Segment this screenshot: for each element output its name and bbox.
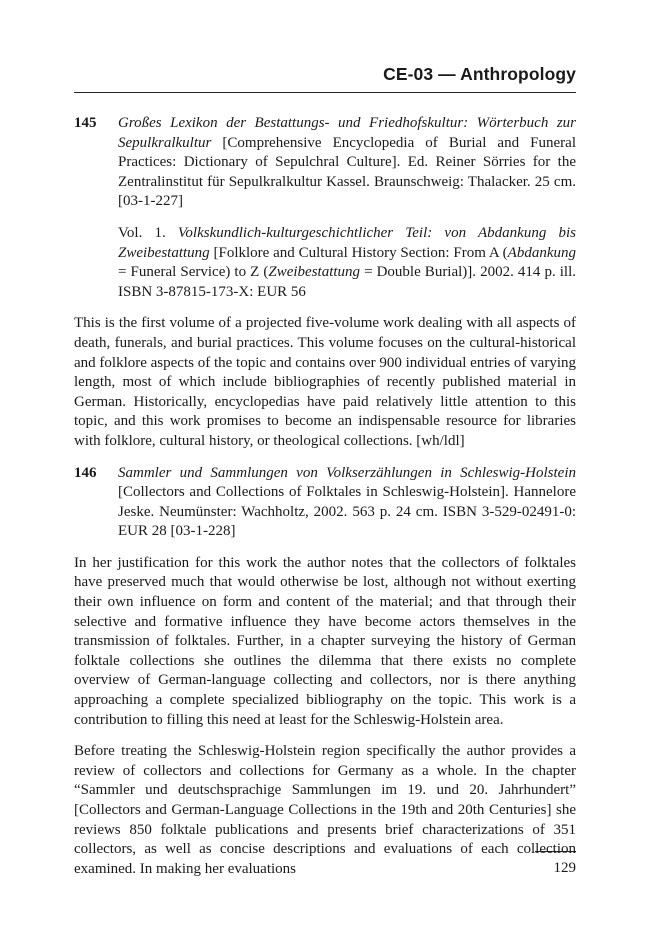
review-145: This is the first volume of a projected five-volume work dealing with all aspects of death, funerals, and burial practices. This volume focuses on the cultural-historical and folklore aspects of the topic and contains over 900 individual entries of varying length, most of which include bibliographies of recently published material in German. Historically, encyclopedias have paid relatively little attention to this topic, and this work promises to become an indispensable resource for libraries with folklore, cultural history, or theological collections. [wh/ldl] — [74, 315, 576, 449]
entry-145 — [74, 114, 576, 302]
volume-citation: Vol. 1. Volkskundlich-kulturgeschichtlicher Teil: von Abdankung bis Zweibestattung [Folklore and Cultural History Section: From A (Abdankung = Funeral Service) to Z (Zweibestattung = Double Burial)]. 2002. 414 p. ill. ISBN 3-87815-173-X: EUR 56 — [118, 224, 577, 300]
header-rule — [74, 92, 576, 93]
entry-title: Sammler und Sammlungen von Volkserzählungen in Schleswig-Holstein — [118, 464, 576, 481]
review-146-paragraph-2: Before treating the Schleswig-Holstein region specifically the author provides a review of collectors and collections for Germany as a whole. In the chapter “Sammler und deutschsprachige Sammlungen im 19. und 20. Jahrhundert” [Collectors and German-Language Collections in the 19th and 20th Centuries] she reviews 850 folktale publications and presents brief characterizations of 351 collectors, as well as concise descriptions and evaluations of each collection examined. In making her evaluations — [74, 743, 576, 877]
entry-number: 146 — [74, 464, 97, 481]
entry-citation — [118, 114, 576, 212]
review-146-paragraph-1: In her justification for this work the author notes that the collectors of folktales have preserved much that would otherwise be lost, although not without exerting their own influence on form and content of the material; and that through their selective and formative influence they have become actors themselves in the transmission of folktales. Further, in a chapter surveying the history of German folktale collections she outlines the dilemma that there exists no complete overview of German-language collecting and collectors, nor is there anything approaching a complete specialized bibliography on the topic. This work is a contribution to filling this need at least for the Schleswig-Holstein area. — [74, 554, 576, 728]
volume-title: Volkskundlich-kulturgeschichtlicher Teil: von Abdankung bis Zweibestattung — [118, 224, 576, 261]
page-number: 129 — [553, 860, 576, 876]
citation-details: [Collectors and Collections of Folktales in Schleswig-Holstein]. Hannelore Jeske. Neumünster: Wachholtz, 2002. 563 p. 24 cm. ISBN 3-529-02491-0: EUR 28 [03-1-228] — [118, 484, 576, 540]
page-content — [74, 114, 576, 891]
section-title: CE-03 — Anthropology — [383, 64, 576, 84]
entry-146 — [74, 464, 576, 542]
entry-title: Großes Lexikon der Bestattungs- und Friedhofskultur: Wörterbuch zur Sepulkralkultur — [118, 115, 576, 151]
entry-citation — [118, 464, 576, 542]
footer-rule — [535, 851, 576, 852]
entry-number: 145 — [74, 115, 97, 131]
citation-details: [Comprehensive Encyclopedia of Burial and Funeral Practices: Dictionary of Sepulchral Culture]. Ed. Reiner Sörries for the Zentralinstitut für Sepulkralkultur Kassel. Braunschweig: Thalacker. 25 cm. [03-1-227] — [118, 134, 576, 210]
